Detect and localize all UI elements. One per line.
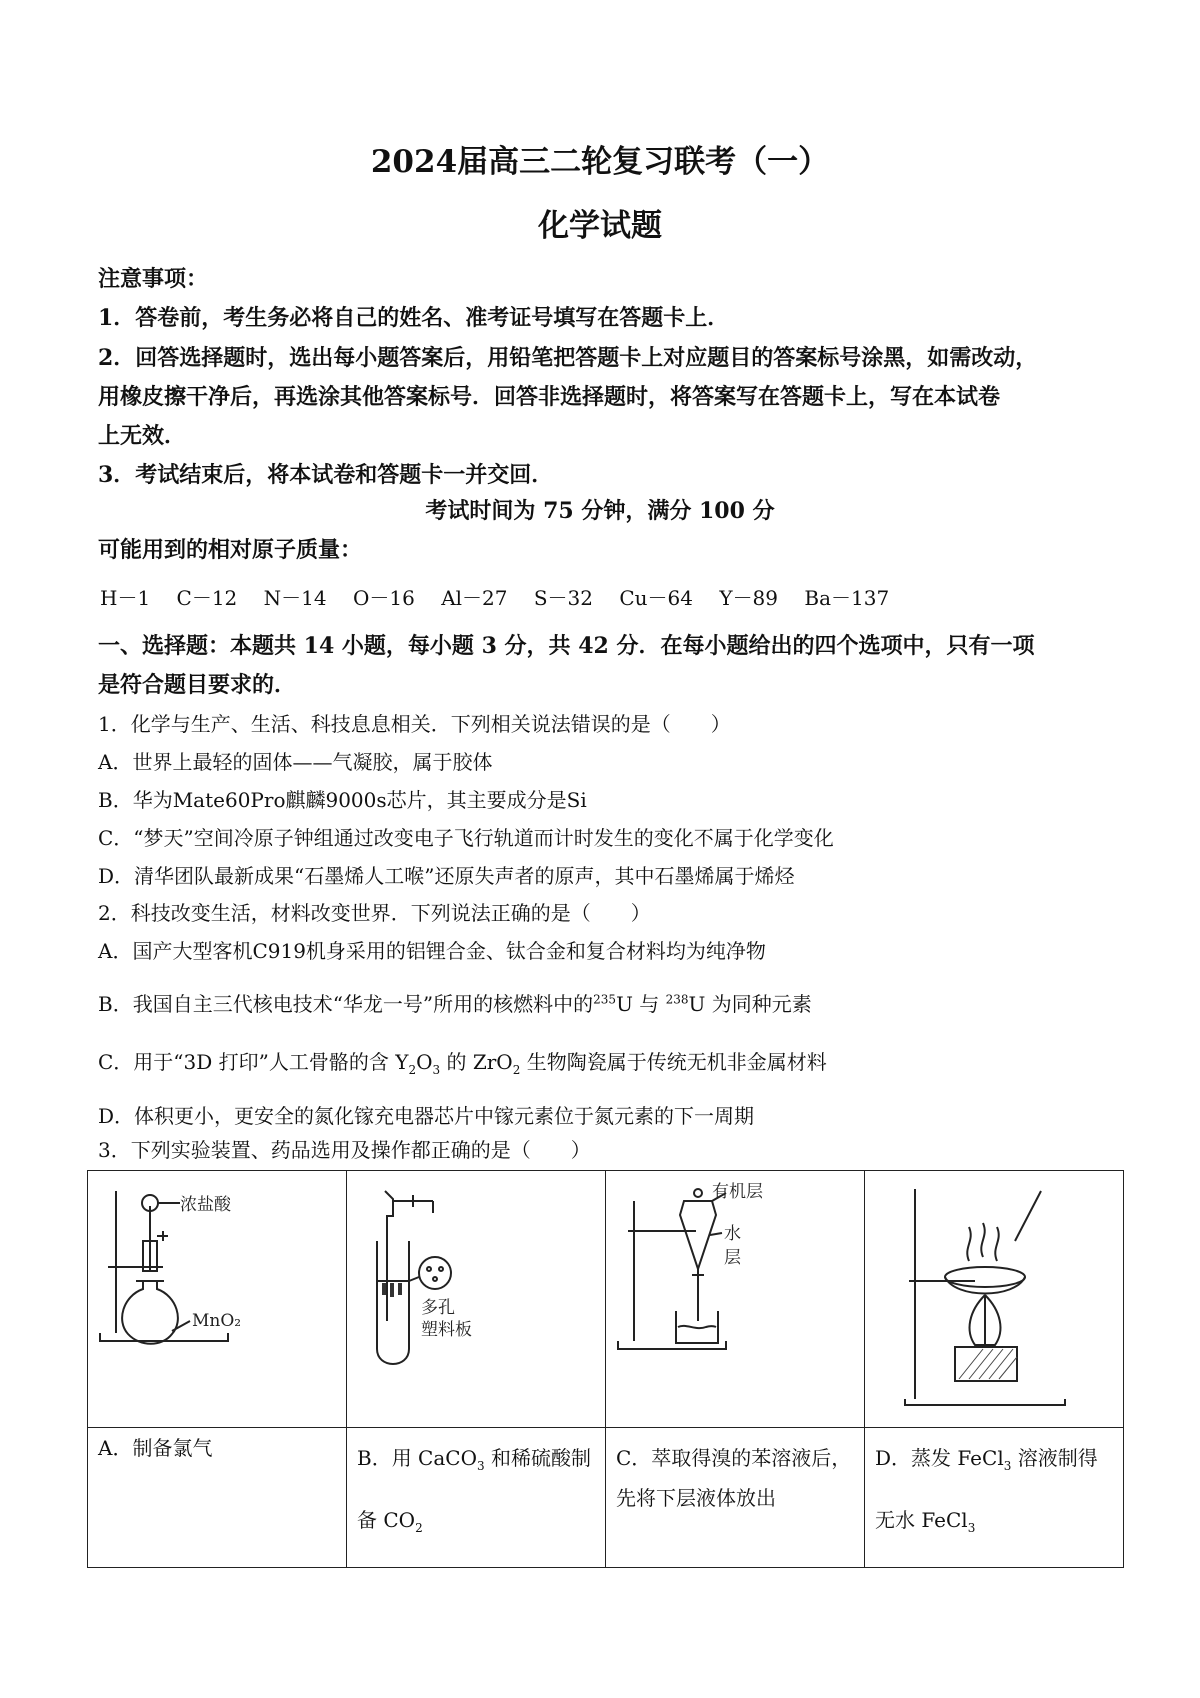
q2-option-d: D．体积更小，更安全的氮化镓充电器芯片中镓元素位于氮元素的下一周期 [98,1104,755,1128]
q2-option-c: C．用于“3D 打印”人工骨骼的含 $Y_2O_3$ 的 ZrO$_2$ 生物陶瓷属于传统无机非金属材料 [98,1050,827,1077]
atomic-mass-heading: 可能用到的相对原子质量： [98,537,363,563]
mass-h: H－1 [100,586,151,610]
fig-c-label-organic-layer: 有机层 [712,1182,763,1202]
fig-a-label-mno2: MnO₂ [192,1311,242,1331]
q3-caption-a: A．制备氯气 [88,1428,347,1568]
q3-figure-b [347,1171,606,1428]
page-title: 2024届高三二轮复习联考（一） [370,144,830,180]
mass-y: Y－89 [719,586,779,610]
q3-stem: 3．下列实验装置、药品选用及操作都正确的是（ ） [98,1138,591,1162]
notice-item-3: 3．考试结束后，将本试卷和答题卡一并交回． [98,462,554,488]
fig-a-label-hcl: 浓盐酸 [180,1195,231,1215]
fig-c-label-water: 水 [724,1224,741,1244]
mass-s: S－32 [533,586,593,610]
mass-ba: Ba－137 [804,586,890,610]
notice-heading: 注意事项： [98,266,209,292]
q2-option-a: A．国产大型客机C919机身采用的铝锂合金、钛合金和复合材料均为纯净物 [98,939,766,963]
mass-cu: Cu－64 [619,586,693,610]
fig-b-label-plastic-plate: 塑料板 [421,1320,472,1340]
kipp-like-generator-figure [347,1171,604,1427]
q1-stem: 1．化学与生产、生活、科技息息相关．下列相关说法错误的是（ ） [98,712,731,736]
atomic-mass-list [100,582,1130,611]
separatory-funnel-figure [606,1171,863,1427]
notice-item-2-line-2: 用橡皮擦干净后，再选涂其他答案标号．回答非选择题时，将答案写在答题卡上，写在本试卷 [98,384,1001,410]
mass-al: Al－27 [441,586,508,610]
section-1-line-1: 一、选择题：本题共 14 小题，每小题 3 分，共 42 分．在每小题给出的四个选项中，只有一项 [98,633,1035,659]
mass-n: N－14 [263,586,327,610]
q1-option-c: C．“梦天”空间冷原子钟组通过改变电子飞行轨道而计时发生的变化不属于化学变化 [98,826,834,850]
q3-figure-c [606,1171,865,1428]
evaporation-figure [865,1171,1122,1427]
q1-option-a: A．世界上最轻的固体——气凝胶，属于胶体 [98,750,493,774]
fig-b-label-porous: 多孔 [421,1298,455,1318]
q3-caption-d: D．蒸发 FeCl$_3$ 溶液制得 无水 FeCl$_3$ [865,1428,1124,1568]
mass-c: C－12 [176,586,238,610]
q3-figure-d [865,1171,1124,1428]
q1-option-d: D．清华团队最新成果“石墨烯人工喉”还原失声者的原声，其中石墨烯属于烯烃 [98,864,795,888]
mass-o: O－16 [352,586,415,610]
notice-item-2-line-1: 2．回答选择题时，选出每小题答案后，用铅笔把答题卡上对应题目的答案标号涂黑，如需改动， [98,345,1038,371]
q2-stem: 2．科技改变生活，材料改变世界．下列说法正确的是（ ） [98,901,651,925]
section-1-line-2: 是符合题目要求的． [98,672,297,698]
notice-item-2-line-3: 上无效． [98,423,187,449]
page-subtitle: 化学试题 [538,208,662,244]
q1-option-b: B．华为Mate60Pro麒麟9000s芯片，其主要成分是Si [98,788,587,812]
q2-option-b: B．我国自主三代核电技术“华龙一号”所用的核燃料中的$^{235}$U 与 $^{238}$U 为同种元素 [98,992,812,1016]
chlorine-generator-figure [88,1171,345,1427]
exam-time: 考试时间为 75 分钟，满分 100 分 [425,498,775,524]
fig-c-label-layer: 层 [724,1248,741,1268]
q3-caption-c: C．萃取得溴的苯溶液后， 先将下层液体放出 [606,1428,865,1568]
q3-figure-a [88,1171,347,1428]
q3-apparatus-table [87,1170,1124,1568]
notice-item-1: 1．答卷前，考生务必将自己的姓名、准考证号填写在答题卡上． [98,305,730,331]
q3-caption-b: B．用 CaCO$_3$ 和稀硫酸制 备 $CO_2$ [347,1428,606,1568]
